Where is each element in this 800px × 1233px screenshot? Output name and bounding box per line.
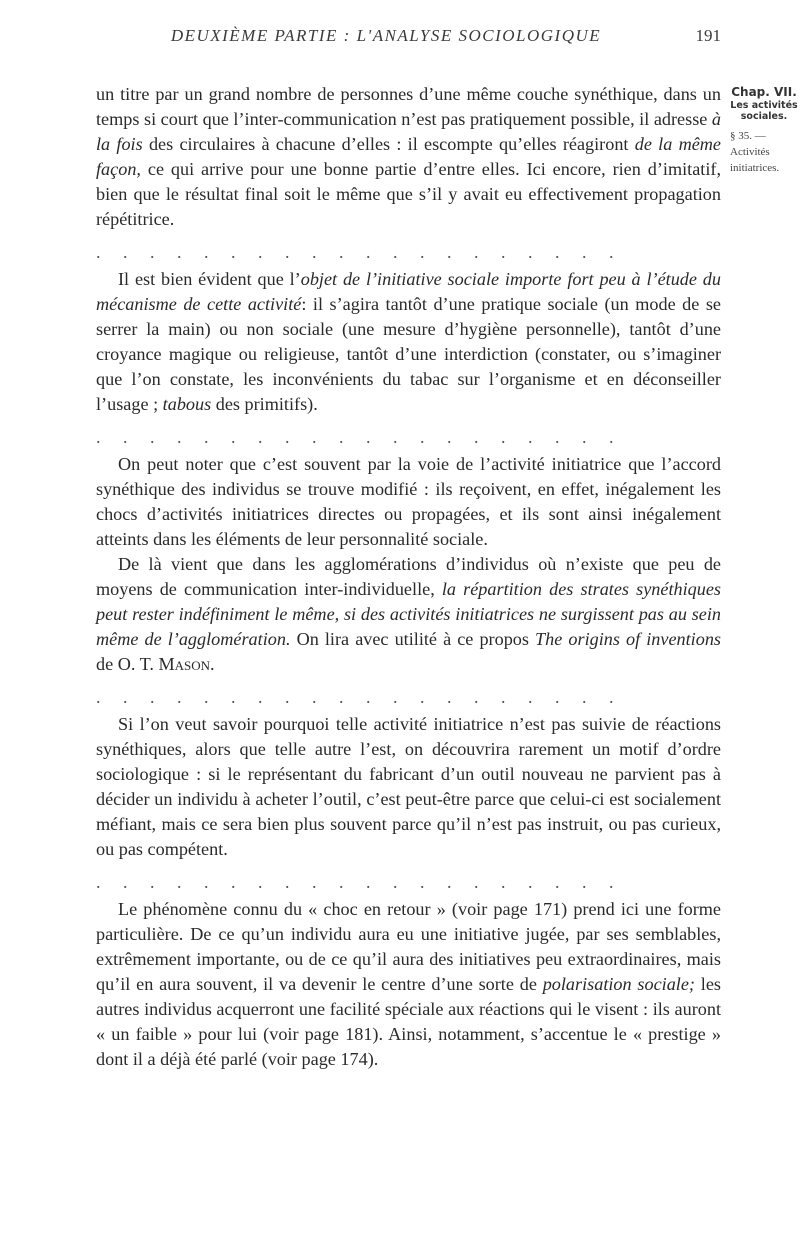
ellipsis-separator: . . . . . . . . . . . . . . . . . . . .: [96, 872, 623, 892]
running-header: [96, 26, 721, 50]
paragraph-1: un titre par un grand nombre de personnes d’une même couche synéthique, dans un temps si court que l’inter-communication n’est pas pratiquement possible, il adresse à la fois des circulaires à chacune d’elles : il escompte qu’elles réagiront de la même façon, ce qui arrive pour une bonne partie d’entre elles. Ici encore, rien d’imitatif, bien que le résultat final soit le même que s’il y avait eu effectivement propagation répétitrice.: [96, 84, 721, 229]
paragraph-3: On peut noter que c’est souvent par la voie de l’activité initiatrice que l’accord synéthique des individus se trouve modifié : ils reçoivent, en effet, inégalement les chocs d’activités initiatrices directes ou propagées, et ils sont ainsi inégalement atteints dans les éléments de leur personnalité sociale.: [96, 454, 721, 549]
margin-chapter-note: [730, 84, 798, 122]
paragraph-4: De là vient que dans les agglomérations d’individus où n’existe que peu de moyens de communication inter-individuelle, la répartition des strates synéthiques peut rester indéfiniment le même, si des activités initiatrices ne surgissent pas au sein même de l’agglomération. On lira avec utilité à ce propos The origins of inventions de O. T. Mason.: [96, 554, 722, 674]
margin-chapter-label: Chap. VII.: [731, 85, 797, 99]
paragraph-2: Il est bien évident que l’objet de l’initiative sociale importe fort peu à l’étude du mécanisme de cette activité: il s’agira tantôt d’une pratique sociale (un mode de se serrer la main) ou non sociale (une mesure d’hygiène personnelle), tantôt d’une croyance magique ou religieuse, tantôt d’une interdiction (constater, ou s’imaginer que l’on constate, les inconvénients du tabac sur l’organisme et en déconseiller l’usage ; tabous des primitifs).: [96, 269, 721, 414]
page-number: 191: [695, 26, 721, 45]
margin-chapter-subtitle: Les activités sociales.: [730, 100, 798, 122]
margin-section-note: § 35. — Activités initiatrices.: [730, 130, 780, 174]
ellipsis-separator: . . . . . . . . . . . . . . . . . . . .: [96, 242, 623, 262]
running-title: DEUXIÈME PARTIE : L'ANALYSE SOCIOLOGIQUE: [170, 26, 602, 45]
ellipsis-separator: . . . . . . . . . . . . . . . . . . . .: [96, 427, 623, 447]
body-text: [96, 82, 721, 1072]
ellipsis-separator: . . . . . . . . . . . . . . . . . . . .: [96, 687, 623, 707]
paragraph-6: Le phénomène connu du « choc en retour » (voir page 171) prend ici une forme particulière. De ce qu’un individu aura eu une initiative jugée, par ses semblables, extrêmement importante, ou de ce qu’il aura des initiatives peu extraordinaires, mais qu’il en aura souvent, il va devenir le centre d’une sorte de polarisation sociale; les autres individus acquerront une facilité spéciale aux réactions qui le visent : ils auront « un faible » pour lui (voir page 181). Ainsi, notamment, s’accentue le « prestige » dont il a déjà été parlé (voir page 174).: [96, 899, 721, 1069]
paragraph-5: Si l’on veut savoir pourquoi telle activité initiatrice n’est pas suivie de réactions synéthiques, alors que telle autre l’est, on découvrira rarement un motif d’ordre sociologique : si le représentant du fabricant d’un outil nouveau ne parvient pas à décider un individu à acheter l’outil, c’est peut-être parce que celui-ci est socialement méfiant, mais ce sera bien plus souvent parce qu’il n’est pas instruit, ou pas curieux, ou pas compétent.: [96, 714, 721, 859]
